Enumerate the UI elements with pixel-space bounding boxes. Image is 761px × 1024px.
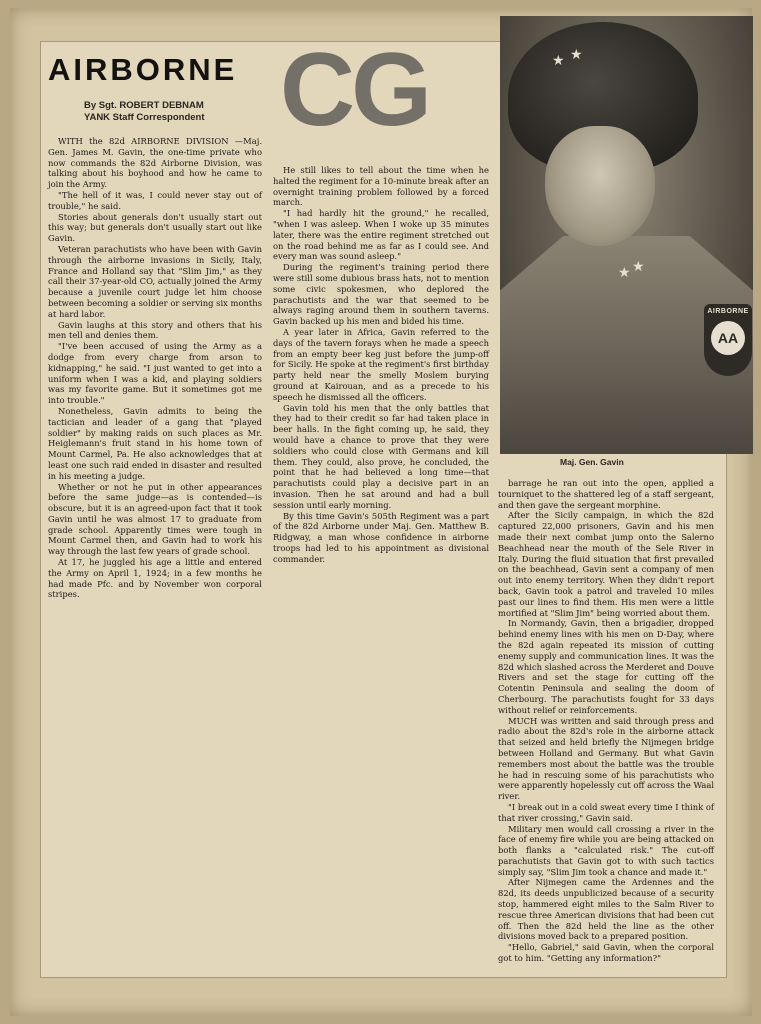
paragraph: A year later in Africa, Gavin referred to the days of the tavern forays when he made a speech from an empty beer keg just before the jump-off for Sicily. He spoke at the regiment's first birthday party held near the smelly Moslem burying ground at Kairouan, and as a precede to his speech he dismissed all the officers.: [273, 326, 489, 402]
byline-role: YANK Staff Correspondent: [84, 112, 205, 123]
paragraph: Veteran parachutists who have been with Gavin through the airborne invasions in Sicily, Italy, France and Holland say that "Slim Jim," as they call their 37-year-old CO, actually joined the Army because a juvenile court judge let him choose between becoming a soldier or serving six months at hard labor.: [48, 243, 262, 319]
headline: AIRBORNE: [48, 52, 238, 87]
paragraph: After the Sicily campaign, in which the 82d captured 22,000 prisoners, Gavin and his men made their next combat jump onto the Salerno Beachhead near the mouth of the Sele River in Italy. During the fluid situation that first prevailed on the beachhead, Gavin sent a company of men out into enemy territory. When they didn't report back, Gavin took a patrol and traveled 10 miles past our lines to find them. His men were a little mortified at "Slim Jim" being worried about them.: [498, 510, 714, 618]
paragraph: "I break out in a cold sweat every time I think of that river crossing," Gavin said.: [498, 801, 714, 823]
collar-star-icon: ★: [618, 265, 631, 281]
paragraph: In Normandy, Gavin, then a brigadier, dropped behind enemy lines with his men on D-Day, where the 82d again repeated its mission of cutting enemy supply and communication lines. It was the 82d which slashed across the Merderet and Douve Rivers and set the stage for cutting off the Cotentin Peninsula and sealing the doom of Cherbourg. The parachutists fought for 33 days without relief or reinforcements.: [498, 618, 714, 715]
paragraph: "I had hardly hit the ground," he recalled, "when I was asleep. When I woke up 35 minutes later, there was the entire regiment stretched out on the road behind me as far as I could see. And every man was sound asleep.": [273, 208, 489, 262]
paragraph: Gavin told his men that the only battles that they had to their credit so far had taken place in beer halls. In the fight coming up, he said, they would have a chance to prove that they were soldiers who could close with Germans and kill them. They could, also prove, he concluded, the point that he had believed a long time—that parachutists could play a decisive part in an invasion. Then he sat around and had a bull session until early morning.: [273, 402, 489, 510]
paragraph: Gavin laughs at this story and others that his men tell and denies them.: [48, 319, 262, 341]
byline-author: By Sgt. ROBERT DEBNAM: [84, 100, 204, 111]
photo-caption: Maj. Gen. Gavin: [560, 457, 624, 467]
airborne-patch-icon: [704, 304, 752, 376]
paragraph: After Nijmegen came the Ardennes and the 82d, its deeds unpublicized because of a security stop, hammered eight miles to the Salm River to rescue three American divisions that had been cut off. Then the 82d held the line as the other divisions moved back to a prepared position.: [498, 877, 714, 942]
paragraph: He still likes to tell about the time when he halted the regiment for a 10-minute break after an overnight training problem followed by a forced march.: [273, 165, 489, 208]
paragraph: Nonetheless, Gavin admits to being the tactician and leader of a gang that "played soldier" by making raids on such places as Mr. Heiglemann's fruit stand in his home town of Mount Carmel, Pa. He also acknowledges that at least one such raid ended in disaster and resulted in his meeting a judge.: [48, 405, 262, 481]
article-column-1: [48, 136, 262, 958]
paragraph: Whether or not he put in other appearances before the same judge—as is contended—is obscure, but it is an agreed-upon fact that it took Gavin until he was almost 17 to graduate from grade school. Apparently times were tough in Mount Carmel then, and Gavin had to work his way through the last few years of grade school.: [48, 481, 262, 557]
paragraph: "Hello, Gabriel," said Gavin, when the corporal got to him. "Getting any information?": [498, 942, 714, 964]
headline-graphic: CG: [280, 32, 428, 148]
paragraph: At 17, he juggled his age a little and entered the Army on April 1, 1924; in a few months he had made Pfc. and by November won corporal stripes.: [48, 557, 262, 600]
helmet-star-icon: ★: [570, 47, 583, 63]
paragraph: "The hell of it was, I could never stay out of trouble," he said.: [48, 189, 262, 211]
article-column-2: [273, 165, 489, 958]
article-column-3: [498, 478, 714, 964]
paragraph: By this time Gavin's 505th Regiment was a part of the 82d Airborne under Maj. Gen. Matthew B. Ridgway, a man whose confidence in airborne troops had led to his appointment as divisional commander.: [273, 510, 489, 564]
paragraph: WITH the 82d AIRBORNE DIVISION —Maj. Gen. James M. Gavin, the one-time private who now commands the 82d Airborne Division, was talking about his boyhood and how he came to join the Army.: [48, 136, 262, 190]
helmet-star-icon: ★: [552, 53, 565, 69]
paragraph: MUCH was written and said through press and radio about the 82d's role in the airborne attack that seized and held briefly the Nijmegen bridge between Holland and Germany. But what Gavin remembers most about the battle was the trouble he had in rescuing some of his parachutists who were apparently hopelessly cut off across the Waal river.: [498, 715, 714, 802]
byline: [84, 100, 264, 124]
patch-tab: AIRBORNE: [707, 308, 749, 315]
portrait-photo: [500, 16, 753, 454]
paragraph: barrage he ran out into the open, applied a tourniquet to the shattered leg of a staff sergeant, and then gave the sergeant morphine.: [498, 478, 714, 510]
paragraph: "I've been accused of using the Army as a dodge from every charge from arson to kidnapping," he said. "I just wanted to get into a uniform when I was a kid, and playing soldiers was my favorite game. But it sometimes got me into trouble.": [48, 341, 262, 406]
patch-insignia: AA: [711, 321, 745, 355]
paragraph: Stories about generals don't usually start out this way; but generals don't usually start out like Gavin.: [48, 211, 262, 244]
collar-star-icon: ★: [632, 259, 645, 275]
paragraph: During the regiment's training period there were still some dubious brass hats, not to mention some civic spokesmen, who deplored the parachutists and the war that seemed to be always raging around them in southern taverns. Gavin backed up his men and bided his time.: [273, 262, 489, 327]
face-shape: [545, 126, 655, 246]
paragraph: Military men would call crossing a river in the face of enemy fire while you are being attacked on both flanks a "calculated risk." The cut-off parachutists that Gavin got to with such tactics simply say, "Slim Jim took a chance and made it.": [498, 823, 714, 877]
